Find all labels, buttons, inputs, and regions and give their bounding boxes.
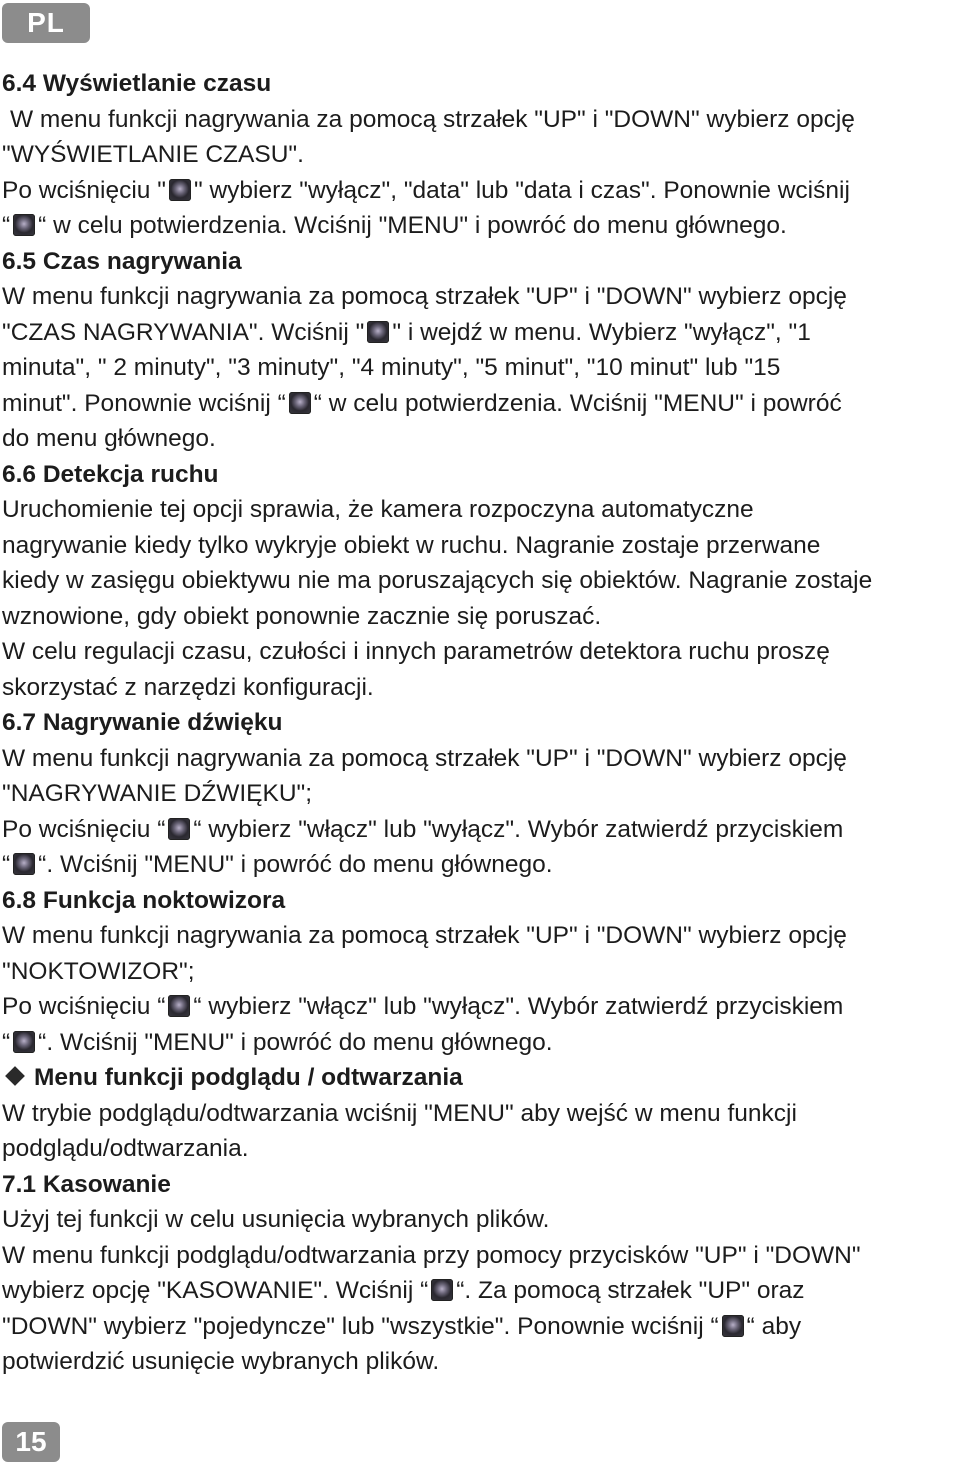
paragraph-line: W menu funkcji nagrywania za pomocą strzałek "UP" i "DOWN" wybierz opcję	[2, 744, 847, 772]
section-7-1-heading: 7.1 Kasowanie	[2, 1170, 171, 1198]
section-6-5-heading: 6.5 Czas nagrywania	[2, 247, 242, 275]
ok-button-icon	[168, 818, 190, 840]
paragraph-line: W celu regulacji czasu, czułości i innych parametrów detektora ruchu proszę	[2, 638, 830, 665]
paragraph-line: podglądu/odtwarzania.	[2, 1135, 249, 1162]
text-fragment: "CZAS NAGRYWANIA". Wciśnij "	[2, 318, 365, 346]
section-6-7-heading: 6.7 Nagrywanie dźwięku	[2, 709, 283, 736]
ok-button-icon	[722, 1315, 744, 1337]
paragraph-line	[2, 812, 960, 848]
text-fragment: “	[2, 1028, 11, 1056]
paragraph-line: minuta", " 2 minuty", "3 minuty", "4 minuty", "5 minut", "10 minut" lub "15	[2, 354, 781, 381]
paragraph-line: skorzystać z narzędzi konfiguracji.	[2, 673, 374, 701]
text-fragment: Po wciśnięciu “	[2, 815, 166, 843]
text-fragment: “ wybierz "włącz" lub "wyłącz". Wybór zatwierdź przyciskiem	[193, 815, 844, 843]
paragraph-line: wznowione, gdy obiekt ponownie zacznie się poruszać.	[2, 602, 602, 630]
page-number-badge: 15	[2, 1422, 60, 1462]
paragraph-line: kiedy w zasięgu obiektywu nie ma poruszających się obiektów. Nagranie zostaje	[2, 567, 873, 594]
paragraph-line: W menu funkcji nagrywania za pomocą strzałek "UP" i "DOWN" wybierz opcję	[10, 105, 855, 133]
section-6-8-heading: 6.8 Funkcja noktowizora	[2, 886, 286, 914]
text-fragment: Po wciśnięciu “	[2, 993, 166, 1020]
text-fragment: “. Wciśnij "MENU" i powróć do menu głównego.	[38, 1028, 553, 1056]
paragraph-line: W menu funkcji nagrywania za pomocą strzałek "UP" i "DOWN" wybierz opcję	[2, 283, 847, 310]
ok-button-icon	[367, 321, 389, 343]
paragraph-line	[2, 208, 960, 244]
paragraph-line: "WYŚWIETLANIE CZASU".	[2, 141, 304, 168]
section-6-4-heading: 6.4 Wyświetlanie czasu	[2, 70, 272, 97]
paragraph-line	[2, 1273, 960, 1309]
paragraph-line	[2, 1309, 960, 1345]
text-fragment: “ aby	[746, 1312, 802, 1340]
diamond-bullet-icon	[5, 1066, 25, 1086]
ok-button-icon	[168, 995, 190, 1017]
manual-content	[2, 66, 960, 1380]
text-fragment: minut". Ponownie wciśnij “	[2, 389, 286, 417]
paragraph-line: potwierdzić usunięcie wybranych plików.	[2, 1348, 440, 1375]
text-fragment: “	[2, 212, 11, 239]
paragraph-line	[2, 989, 960, 1025]
paragraph-line: "NAGRYWANIE DŹWIĘKU";	[2, 780, 313, 807]
paragraph-line: Uruchomienie tej opcji sprawia, że kamera rozpoczyna automatyczne	[2, 496, 754, 523]
paragraph-line: W menu funkcji nagrywania za pomocą strzałek "UP" i "DOWN" wybierz opcję	[2, 922, 847, 949]
text-fragment: “ w celu potwierdzenia. Wciśnij "MENU" i powróć do menu głównego.	[38, 212, 787, 239]
text-fragment: “. Wciśnij "MENU" i powróć do menu głównego.	[38, 851, 553, 878]
ok-button-icon	[169, 179, 191, 201]
paragraph-line	[2, 847, 960, 883]
paragraph-line: "NOKTOWIZOR";	[2, 957, 195, 985]
paragraph-line: W trybie podglądu/odtwarzania wciśnij "MENU" aby wejść w menu funkcji	[2, 1099, 797, 1127]
heading-text: Menu funkcji podglądu / odtwarzania	[34, 1064, 463, 1091]
text-fragment: Po wciśnięciu "	[2, 176, 166, 204]
ok-button-icon	[289, 392, 311, 414]
text-fragment: “. Za pomocą strzałek "UP" oraz	[456, 1277, 805, 1304]
playback-menu-heading	[2, 1060, 960, 1096]
language-badge: PL	[2, 3, 90, 43]
paragraph-line: Użyj tej funkcji w celu usunięcia wybranych plików.	[2, 1206, 550, 1233]
paragraph-line	[2, 386, 960, 422]
paragraph-line: do menu głównego.	[2, 425, 216, 452]
paragraph-line	[2, 173, 960, 209]
paragraph-line: nagrywanie kiedy tylko wykryje obiekt w ruchu. Nagranie zostaje przerwane	[2, 531, 821, 559]
section-6-6-heading: 6.6 Detekcja ruchu	[2, 460, 219, 488]
paragraph-line: W menu funkcji podglądu/odtwarzania przy pomocy przycisków "UP" i "DOWN"	[2, 1241, 861, 1269]
ok-button-icon	[13, 214, 35, 236]
text-fragment: wybierz opcję "KASOWANIE". Wciśnij “	[2, 1277, 429, 1304]
ok-button-icon	[431, 1279, 453, 1301]
text-fragment: “	[2, 851, 11, 878]
text-fragment: " i wejdź w menu. Wybierz "wyłącz", "1	[392, 318, 811, 346]
text-fragment: " wybierz "wyłącz", "data" lub "data i czas". Ponownie wciśnij	[193, 176, 850, 204]
text-fragment: "DOWN" wybierz "pojedyncze" lub "wszystkie". Ponownie wciśnij “	[2, 1312, 719, 1340]
ok-button-icon	[13, 853, 35, 875]
paragraph-line	[2, 315, 960, 351]
paragraph-line	[2, 1025, 960, 1061]
text-fragment: “ w celu potwierdzenia. Wciśnij "MENU" i powróć	[313, 389, 842, 417]
text-fragment: “ wybierz "włącz" lub "wyłącz". Wybór zatwierdź przyciskiem	[193, 993, 844, 1020]
ok-button-icon	[13, 1031, 35, 1053]
